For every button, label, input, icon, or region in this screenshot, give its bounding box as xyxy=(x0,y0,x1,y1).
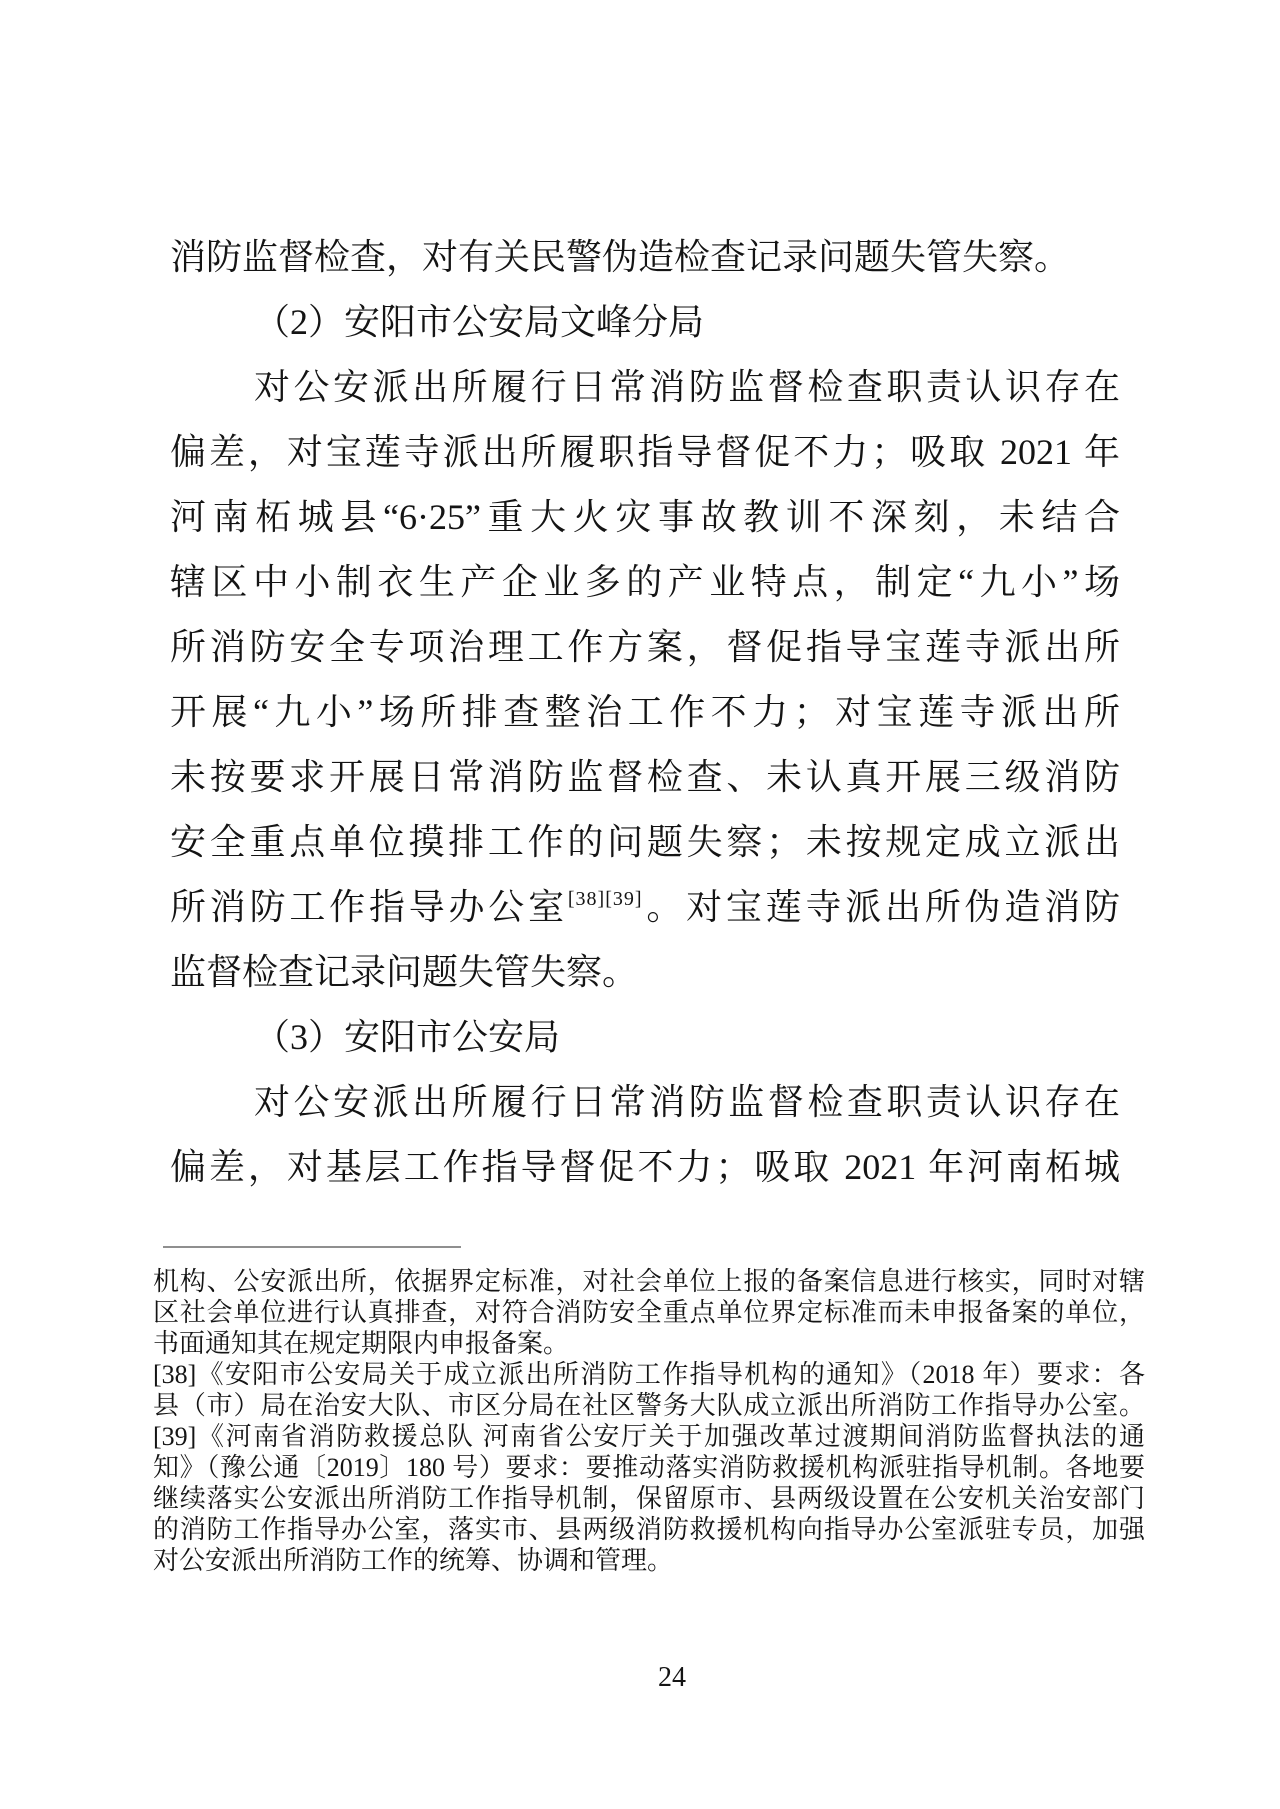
footnote-line: [39]《河南省消防救援总队 河南省公安厅关于加强改革过渡期间消防监督执法的通 xyxy=(153,1422,1145,1451)
footnote-line: 县（市）局在治安大队、市区分局在社区警务大队成立派出所消防工作指导办公室。 xyxy=(153,1391,1145,1420)
footnote-line: 对公安派出所消防工作的统筹、协调和管理。 xyxy=(153,1546,674,1575)
body-line: 对公安派出所履行日常消防监督检查职责认识存在 xyxy=(254,1082,1120,1122)
footnote-line: 知》（豫公通〔2019〕180 号）要求：要推动落实消防救援机构派驻指导机制。各地要 xyxy=(153,1453,1145,1482)
body-text xyxy=(170,225,1120,1200)
body-line: 开展“九小”场所排查整治工作不力；对宝莲寺派出所 xyxy=(170,692,1120,732)
footnote-reference: [38][39] xyxy=(567,888,643,910)
body-line: 安全重点单位摸排工作的问题失察；未按规定成立派出 xyxy=(170,822,1120,862)
body-line: 消防监督检查，对有关民警伪造检查记录问题失管失察。 xyxy=(170,237,1071,277)
footnote-line: 书面通知其在规定期限内申报备案。 xyxy=(153,1329,570,1358)
body-line: 辖区中小制衣生产企业多的产业特点，制定“九小”场 xyxy=(170,562,1120,602)
footnote-line: [38]《安阳市公安局关于成立派出所消防工作指导机构的通知》（2018 年）要求：各 xyxy=(153,1360,1145,1389)
section-heading: （3）安阳市公安局 xyxy=(254,1017,561,1057)
body-line: 所消防安全专项治理工作方案，督促指导宝莲寺派出所 xyxy=(170,627,1120,667)
body-line-text: 所消防工作指导办公室 xyxy=(170,887,568,927)
footnote-line: 的消防工作指导办公室，落实市、县两级消防救援机构向指导办公室派驻专员，加强 xyxy=(153,1515,1145,1544)
body-line: 监督检查记录问题失管失察。 xyxy=(170,952,639,992)
footnote-separator xyxy=(163,1246,461,1248)
footnote-line: 机构、公安派出所，依据界定标准，对社会单位上报的备案信息进行核实，同时对辖 xyxy=(153,1267,1145,1296)
body-line: 河南柘城县“6·25”重大火灾事故教训不深刻，未结合 xyxy=(170,497,1120,537)
body-line: 对公安派出所履行日常消防监督检查职责认识存在 xyxy=(254,367,1120,407)
section-heading: （2）安阳市公安局文峰分局 xyxy=(254,302,705,342)
footnote-line: 区社会单位进行认真排查，对符合消防安全重点单位界定标准而未申报备案的单位， xyxy=(153,1298,1145,1327)
body-line xyxy=(170,875,1120,940)
footnote-line: 继续落实公安派出所消防工作指导机制，保留原市、县两级设置在公安机关治安部门 xyxy=(153,1484,1145,1513)
body-line: 偏差，对基层工作指导督促不力；吸取 2021 年河南柘城 xyxy=(170,1147,1120,1187)
body-line: 未按要求开展日常消防监督检查、未认真开展三级消防 xyxy=(170,757,1120,797)
footnotes xyxy=(153,1266,1145,1576)
body-line: 偏差，对宝莲寺派出所履职指导督促不力；吸取 2021 年 xyxy=(170,432,1120,472)
body-line-text: 。对宝莲寺派出所伪造消防 xyxy=(642,887,1120,927)
page-number: 24 xyxy=(658,1662,686,1693)
